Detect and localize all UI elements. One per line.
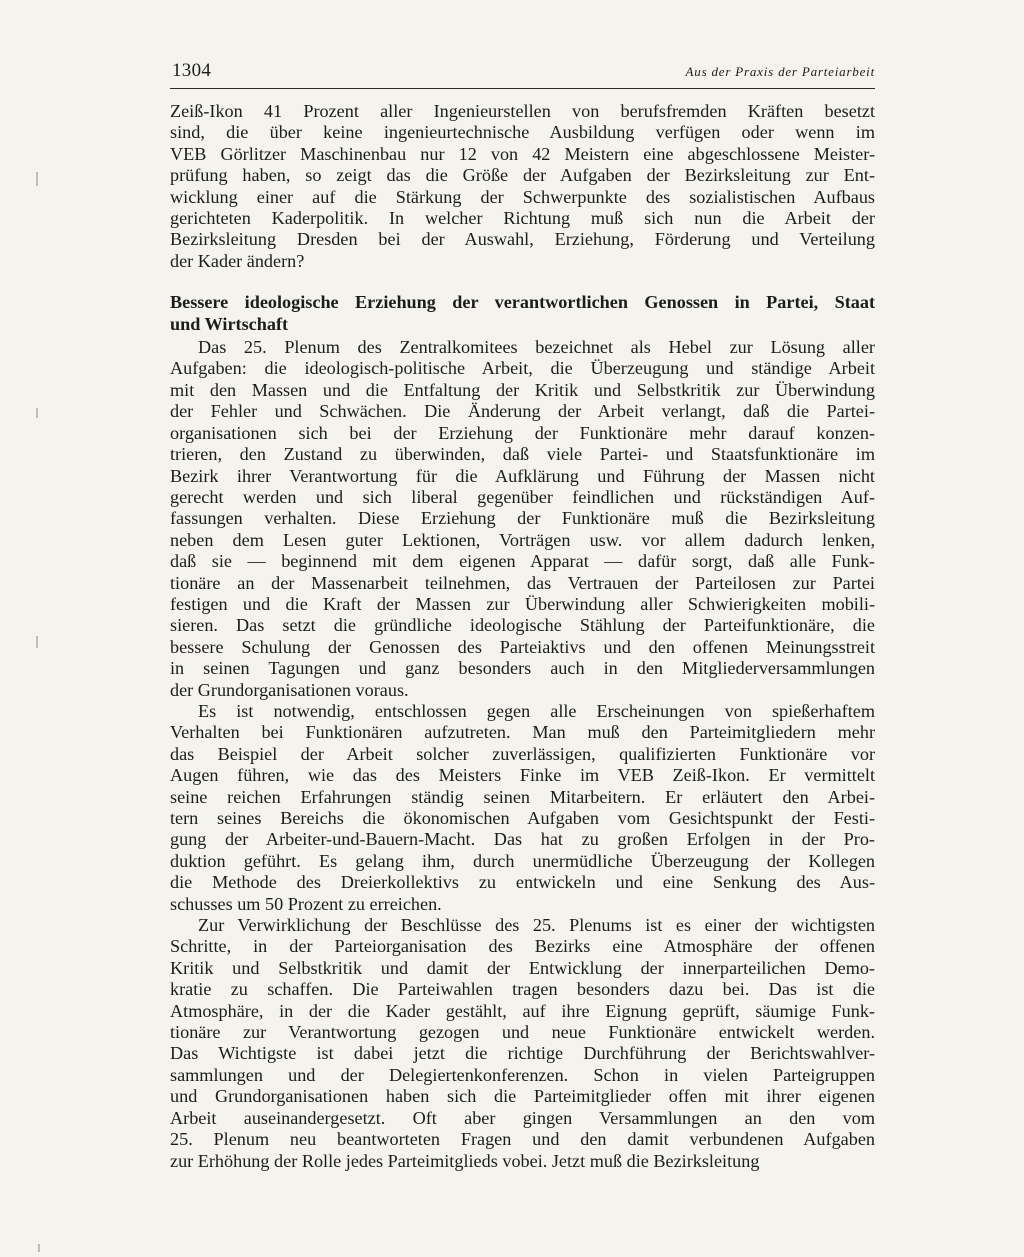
scan-mark (36, 636, 38, 648)
text-line: bessere Schulung der Genossen des Parteiaktivs und den offenen Meinungsstreit (170, 636, 875, 657)
text-line: mit den Massen und die Entfaltung der Kritik und Selbstkritik zur Überwindung (170, 379, 875, 400)
text-line: schusses um 50 Prozent zu erreichen. (170, 893, 442, 914)
document-page (170, 56, 875, 1172)
text-line: zur Erhöhung der Rolle jedes Parteimitglieds vobei. Jetzt muß die Bezirksleitung (170, 1150, 760, 1171)
text-line: sieren. Das setzt die gründliche ideologische Stählung der Parteifunktionäre, die (170, 615, 875, 636)
text-line: kratie zu schaffen. Die Parteiwahlen tragen besonders dazu bei. Das ist die (170, 979, 875, 1000)
text-line: gerecht werden und sich liberal gegenüber feindlichen und rückständigen Auf- (170, 486, 875, 507)
text-line: sind, die über keine ingenieurtechnische Ausbildung verfügen oder wenn im (170, 122, 875, 143)
text-line: prüfung haben, so zeigt das die Größe der Aufgaben der Bezirksleitung zur Ent- (170, 165, 875, 186)
text-line: in seinen Tagungen und ganz besonders auch in den Mitgliederversammlungen (170, 658, 875, 679)
heading-line: und Wirtschaft (170, 313, 289, 334)
paragraph (170, 101, 875, 272)
heading-line: Bessere ideologische Erziehung der verantwortlichen Genossen in Partei, Staat (170, 292, 875, 313)
text-line: der Kader ändern? (170, 250, 305, 271)
text-line: der Grundorganisationen voraus. (170, 679, 409, 700)
text-line: gerichteten Kaderpolitik. In welcher Richtung muß sich nun die Arbeit der (170, 208, 875, 229)
text-line: Bezirksleitung Dresden bei der Auswahl, Erziehung, Förderung und Verteilung (170, 229, 875, 250)
page-header (170, 56, 875, 89)
text-line: daß sie — beginnend mit dem eigenen Apparat — dafür sorgt, daß alle Funk- (170, 551, 875, 572)
text-line: tionäre zur Verantwortung gezogen und neue Funktionäre entwickelt werden. (170, 1022, 875, 1043)
text-line: Bezirk ihrer Verantwortung für die Aufklärung und Führung der Massen nicht (170, 465, 875, 486)
text-line: seine reichen Erfahrungen ständig seinen Mitarbeitern. Er erläutert den Arbei- (170, 786, 875, 807)
text-line: Zeiß-Ikon 41 Prozent aller Ingenieurstellen von berufsfremden Kräften besetzt (170, 101, 875, 121)
text-line: Aufgaben: die ideologisch-politische Arbeit, die Überzeugung und ständige Arbeit (170, 358, 875, 379)
paragraph (170, 915, 875, 1172)
text-line: gung der Arbeiter-und-Bauern-Macht. Das hat zu großen Erfolgen in der Pro- (170, 829, 875, 850)
text-line: fassungen verhalten. Diese Erziehung der Funktionäre muß die Bezirksleitung (170, 508, 875, 529)
text-line: Augen führen, wie das des Meisters Finke im VEB Zeiß-Ikon. Er vermittelt (170, 765, 875, 786)
text-line: organisationen sich bei der Erziehung der Funktionäre mehr darauf konzen- (170, 422, 875, 443)
paragraph (170, 701, 875, 915)
text-line: Arbeit auseinandergesetzt. Oft aber gingen Versammlungen an den vom (170, 1107, 875, 1128)
text-line: neben dem Lesen guter Lektionen, Vorträgen usw. vor allem dadurch lenken, (170, 529, 875, 550)
section-heading (170, 292, 875, 335)
text-line: sammlungen und der Delegiertenkonferenzen. Schon in vielen Parteigruppen (170, 1064, 875, 1085)
text-line: Das 25. Plenum des Zentralkomitees bezeichnet als Hebel zur Lösung aller (198, 337, 875, 358)
text-line: festigen und die Kraft der Massen zur Überwindung aller Schwierigkeiten mobili- (170, 593, 875, 614)
text-line: tionäre an der Massenarbeit teilnehmen, das Vertrauen der Parteilosen zur Partei (170, 572, 875, 593)
text-line: tern seines Bereichs die ökonomischen Aufgaben vom Gesichtspunkt der Festi- (170, 808, 875, 828)
text-line: VEB Görlitzer Maschinenbau nur 12 von 42 Meistern eine abgeschlossene Meister- (170, 143, 875, 164)
text-line: die Methode des Dreierkollektivs zu entwickeln und eine Senkung des Aus- (170, 872, 875, 893)
text-line: Atmosphäre, in der die Kader gestählt, auf ihre Eignung geprüft, säumige Funk- (170, 1000, 875, 1021)
text-line: wicklung einer auf die Stärkung der Schwerpunkte des sozialistischen Aufbaus (170, 186, 875, 207)
text-line: duktion geführt. Es gelang ihm, durch unermüdliche Überzeugung der Kollegen (170, 850, 875, 871)
text-line: und Grundorganisationen haben sich die Parteimitglieder offen mit ihrer eigenen (170, 1086, 875, 1107)
text-line: trieren, den Zustand zu überwinden, daß viele Partei- und Staatsfunktionäre im (170, 444, 875, 465)
text-line: 25. Plenum neu beantworteten Fragen und den damit verbundenen Aufgaben (170, 1129, 875, 1150)
paragraph (170, 337, 875, 701)
document-body (170, 101, 875, 1172)
running-head: Aus der Praxis der Parteiarbeit (685, 64, 875, 79)
text-line: der Fehler und Schwächen. Die Änderung der Arbeit verlangt, daß die Partei- (170, 401, 875, 422)
scan-mark (36, 172, 38, 186)
text-line: das Beispiel der Arbeit solcher zuverlässigen, qualifizierten Funktionäre vor (170, 743, 875, 764)
page-number: 1304 (172, 60, 212, 81)
scan-mark (38, 1244, 40, 1252)
text-line: Zur Verwirklichung der Beschlüsse des 25. Plenums ist es einer der wichtigsten (198, 915, 875, 936)
text-line: Kritik und Selbstkritik und damit der Entwicklung der innerparteilichen Demo- (170, 957, 875, 978)
text-line: Es ist notwendig, entschlossen gegen alle Erscheinungen von spießerhaftem (198, 700, 875, 721)
text-line: Verhalten bei Funktionären aufzutreten. Man muß den Parteimitgliedern mehr (170, 722, 875, 743)
text-line: Das Wichtigste ist dabei jetzt die richtige Durchführung der Berichtswahlver- (170, 1043, 875, 1064)
text-line: Schritte, in der Parteiorganisation des Bezirks eine Atmosphäre der offenen (170, 936, 875, 957)
scan-mark (36, 408, 38, 418)
